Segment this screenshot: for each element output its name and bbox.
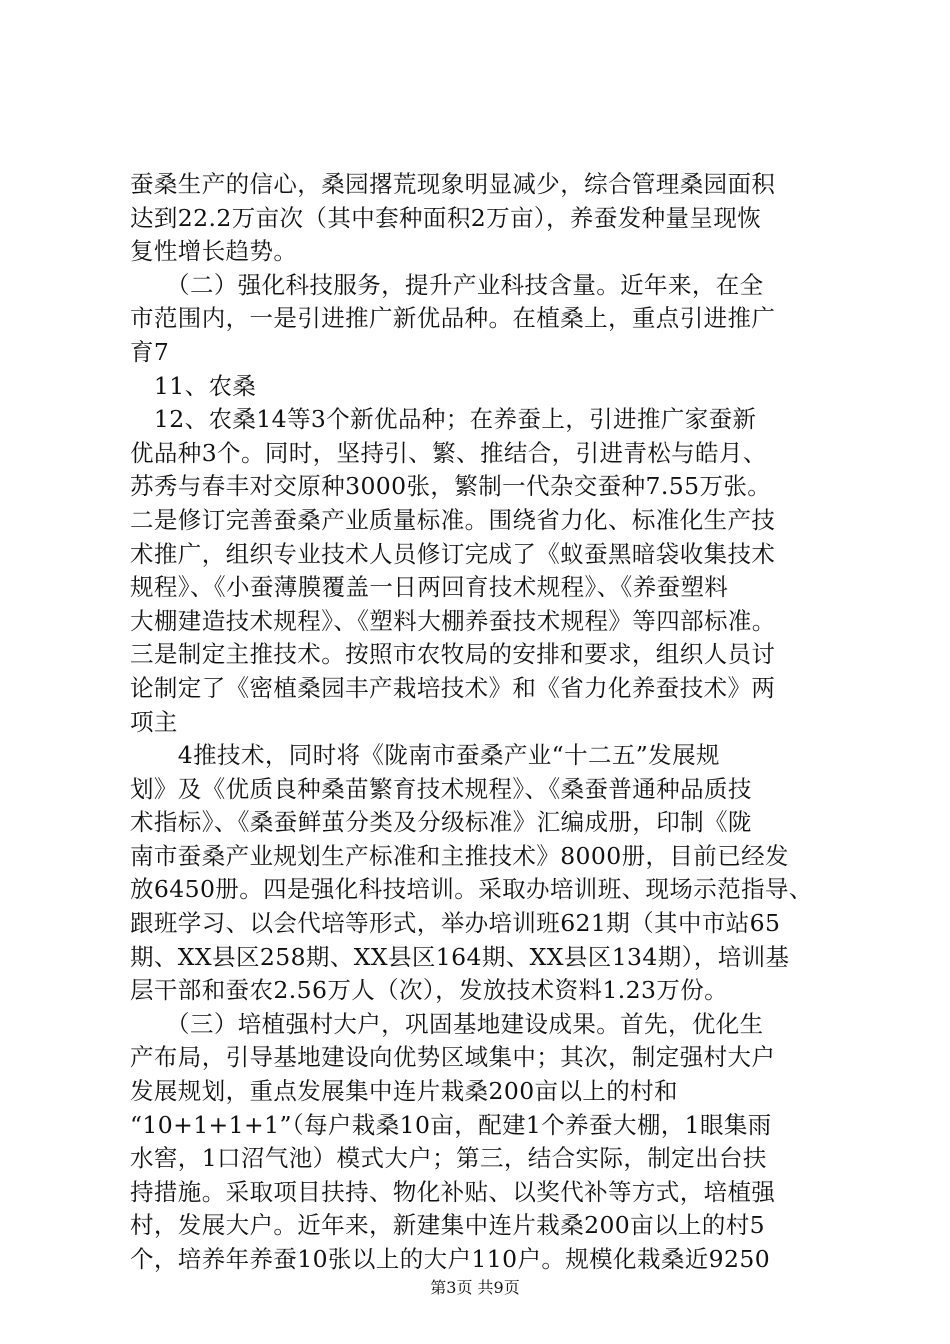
text-line: 达到22.2万亩次（其中套种面积2万亩），养蚕发种量呈现恢 bbox=[130, 203, 762, 232]
text-line: （二）强化科技服务，提升产业科技含量。近年来，在全 bbox=[130, 270, 764, 299]
text-line: 发展规划，重点发展集中连片栽桑200亩以上的村和 bbox=[130, 1077, 678, 1106]
text-line: 优品种3个。同时，坚持引、繁、推结合，引进青松与皓月、 bbox=[130, 438, 767, 467]
text-line: 育7 bbox=[130, 337, 170, 366]
text-line: 论制定了《密植桑园丰产栽培技术》和《省力化养蚕技术》两 bbox=[130, 673, 776, 702]
text-line: （三）培植强村大户，巩固基地建设成果。首先，优化生 bbox=[130, 1009, 764, 1038]
body-text bbox=[130, 168, 830, 1277]
text-line: 层干部和蚕农2.56万人（次），发放技术资料1.23万份。 bbox=[130, 976, 728, 1005]
text-line: 项主 bbox=[130, 707, 178, 736]
text-line: 大棚建造技术规程》、《塑料大棚养蚕技术规程》等四部标准。 bbox=[130, 606, 776, 635]
text-line: 放6450册。四是强化科技培训。采取办培训班、现场示范指导、 bbox=[130, 875, 813, 904]
text-line: 村，发展大户。近年来，新建集中连片栽桑200亩以上的村5 bbox=[130, 1211, 766, 1240]
text-line: 水窖，1口沼气池）模式大户；第三，结合实际，制定出台扶 bbox=[130, 1144, 767, 1173]
text-line: 4推技术，同时将《陇南市蚕桑产业“十二五”发展规 bbox=[130, 741, 720, 770]
text-line: “10+1+1+1”（每户栽桑10亩，配建1个养蚕大棚，1眼集雨 bbox=[130, 1110, 772, 1139]
text-line: 产布局，引导基地建设向优势区域集中；其次，制定强村大户 bbox=[130, 1043, 776, 1072]
text-line: 市范围内，一是引进推广新优品种。在植桑上，重点引进推广 bbox=[130, 304, 776, 333]
text-line: 12、农桑14等3个新优品种；在养蚕上，引进推广家蚕新 bbox=[130, 405, 757, 434]
text-line: 复性增长趋势。 bbox=[130, 237, 298, 266]
text-line: 苏秀与春丰对交原种3000张，繁制一代杂交蚕种7.55万张。 bbox=[130, 472, 772, 501]
text-line: 三是制定主推技术。按照市农牧局的安排和要求，组织人员讨 bbox=[130, 640, 776, 669]
text-line: 二是修订完善蚕桑产业质量标准。围绕省力化、标准化生产技 bbox=[130, 505, 776, 534]
page-number-footer: 第3页 共9页 bbox=[430, 1278, 520, 1297]
text-line: 跟班学习、以会代培等形式，举办培训班621期（其中市站65 bbox=[130, 909, 781, 938]
text-line: 术指标》、《桑蚕鲜茧分类及分级标准》汇编成册，印制《陇 bbox=[130, 808, 752, 837]
text-line: 术推广，组织专业技术人员修订完成了《蚁蚕黑暗袋收集技术 bbox=[130, 539, 776, 568]
text-line: 个，培养年养蚕10张以上的大户110户。规模化栽桑近9250 bbox=[130, 1245, 771, 1273]
text-line: 划》及《优质良种桑苗繁育技术规程》、《桑蚕普通种品质技 bbox=[130, 774, 752, 803]
text-line: 蚕桑生产的信心，桑园撂荒现象明显减少，综合管理桑园面积 bbox=[130, 170, 776, 198]
text-line: 持措施。采取项目扶持、物化补贴、以奖代补等方式，培植强 bbox=[130, 1177, 776, 1206]
text-line: 期、XX县区258期、XX县区164期、XX县区134期），培训基 bbox=[130, 942, 790, 971]
text-line: 南市蚕桑产业规划生产标准和主推技术》8000册，目前已经发 bbox=[130, 841, 789, 870]
text-line: 规程》、《小蚕薄膜覆盖一日两回育技术规程》、《养蚕塑料 bbox=[130, 573, 729, 602]
text-line: 11、农桑 bbox=[130, 371, 257, 400]
